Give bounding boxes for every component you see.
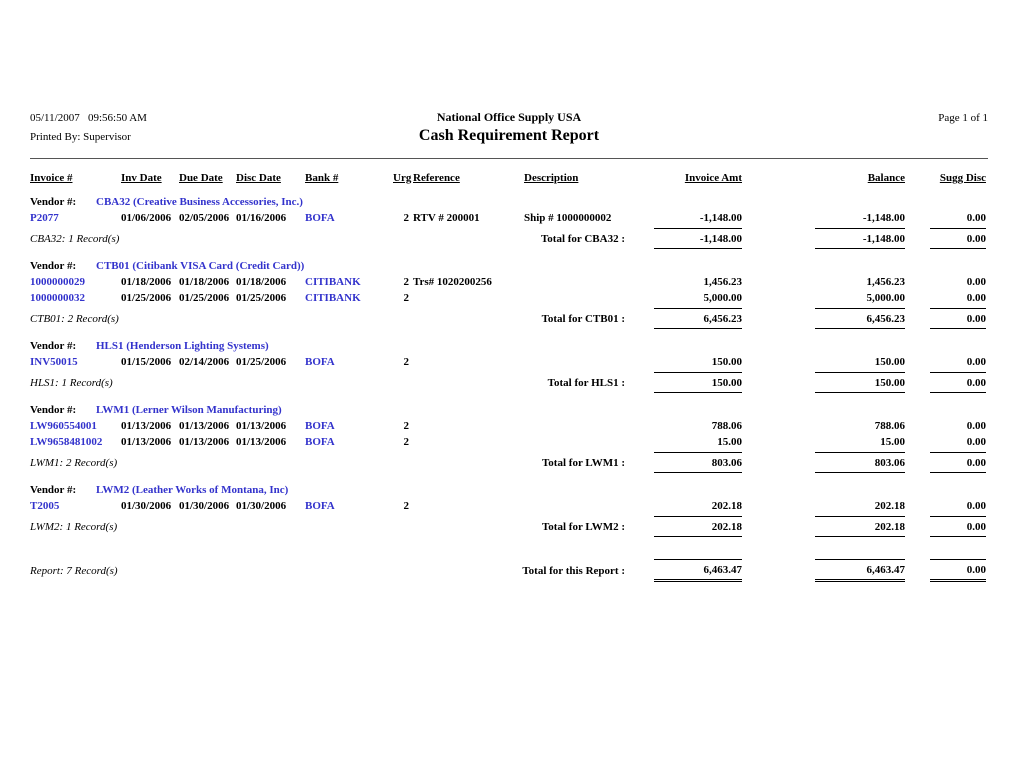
sugg-disc-cell: 0.00 [966, 212, 986, 224]
inv-date-cell: 01/13/2006 [121, 420, 172, 432]
description-cell: Ship # 1000000002 [524, 212, 612, 224]
header-divider [30, 158, 988, 159]
due-date-cell: 02/14/2006 [179, 356, 230, 368]
group-footer [30, 452, 986, 473]
group-total-balance: 6,456.23 [742, 308, 905, 329]
bank-code-link[interactable]: BOFA [305, 356, 335, 368]
report-total-invoice-amt: 6,463.47 [639, 559, 742, 582]
vendor-number-label: Vendor #: [30, 340, 77, 352]
page-indicator: Page 1 of 1 [938, 112, 988, 124]
column-header-sugg-disc: Sugg Disc [939, 172, 986, 184]
group-total-label: Total for LWM1 : [541, 456, 625, 469]
invoice-number-link[interactable]: INV50015 [30, 356, 78, 368]
report-footer [30, 559, 986, 582]
urgency-cell: 2 [403, 292, 409, 304]
vendor-number-label: Vendor #: [30, 484, 77, 496]
group-total-sugg-disc: 0.00 [905, 372, 986, 393]
inv-date-cell: 01/30/2006 [121, 500, 172, 512]
invoice-amt-cell: 150.00 [711, 356, 742, 368]
invoice-amt-cell: 202.18 [711, 500, 742, 512]
group-total-invoice-amt: -1,148.00 [639, 228, 742, 249]
inv-date-cell: 01/06/2006 [121, 212, 172, 224]
urgency-cell: 2 [403, 420, 409, 432]
group-record-count: CTB01: 2 Record(s) [30, 312, 119, 325]
group-total-invoice-amt: 150.00 [639, 372, 742, 393]
reference-cell [413, 354, 521, 370]
disc-date-cell: 01/30/2006 [236, 500, 287, 512]
report-total-balance: 6,463.47 [742, 559, 905, 582]
vendor-number-label: Vendor #: [30, 196, 77, 208]
balance-cell: 788.06 [874, 420, 905, 432]
group-footer [30, 372, 986, 393]
disc-date-cell: 01/25/2006 [236, 356, 287, 368]
urgency-cell: 2 [403, 436, 409, 448]
description-cell [521, 498, 639, 514]
reference-cell [413, 498, 521, 514]
group-total-invoice-amt: 202.18 [639, 516, 742, 537]
sugg-disc-cell: 0.00 [966, 276, 986, 288]
balance-cell: 5,000.00 [866, 292, 905, 304]
description-cell [521, 274, 639, 290]
group-total-sugg-disc: 0.00 [905, 516, 986, 537]
disc-date-cell: 01/16/2006 [236, 212, 287, 224]
description-cell [521, 434, 639, 450]
group-footer [30, 516, 986, 537]
description-cell [521, 418, 639, 434]
invoice-number-link[interactable]: T2005 [30, 500, 60, 512]
group-record-count: HLS1: 1 Record(s) [30, 376, 113, 389]
group-total-label: Total for LWM2 : [541, 520, 625, 533]
vendor-name-link[interactable]: HLS1 (Henderson Lighting Systems) [96, 340, 269, 352]
report-title: Cash Requirement Report [418, 127, 600, 144]
invoice-amt-cell: 5,000.00 [703, 292, 742, 304]
group-total-balance: -1,148.00 [742, 228, 905, 249]
group-total-invoice-amt: 803.06 [639, 452, 742, 473]
bank-code-link[interactable]: CITIBANK [305, 276, 361, 288]
invoice-number-link[interactable]: 1000000032 [30, 292, 85, 304]
report-body [30, 170, 986, 582]
invoice-row [30, 418, 986, 434]
vendor-header [30, 194, 986, 210]
vendor-group-hls1 [30, 338, 986, 393]
sugg-disc-cell: 0.00 [966, 356, 986, 368]
invoice-row [30, 210, 986, 226]
group-record-count: LWM2: 1 Record(s) [30, 520, 118, 533]
reference-cell: Trs# 1020200256 [413, 276, 492, 288]
report-datetime: 05/11/2007 09:56:50 AM [30, 112, 147, 124]
invoice-row [30, 498, 986, 514]
disc-date-cell: 01/13/2006 [236, 436, 287, 448]
group-record-count: CBA32: 1 Record(s) [30, 232, 120, 245]
group-total-label: Total for HLS1 : [547, 376, 625, 389]
column-header-invoice-amt: Invoice Amt [684, 172, 742, 184]
vendor-group-lwm1 [30, 402, 986, 473]
column-header-urg: Urg [393, 172, 412, 184]
urgency-cell: 2 [403, 276, 409, 288]
bank-code-link[interactable]: CITIBANK [305, 292, 361, 304]
invoice-amt-cell: 15.00 [717, 436, 742, 448]
vendor-name-link[interactable]: LWM2 (Leather Works of Montana, Inc) [96, 484, 289, 496]
report-total-sugg-disc: 0.00 [905, 559, 986, 582]
vendor-group-lwm2 [30, 482, 986, 537]
due-date-cell: 01/25/2006 [179, 292, 230, 304]
column-header-bank: Bank # [305, 172, 339, 184]
reference-cell [413, 290, 521, 306]
column-header-row [30, 170, 986, 186]
vendor-header [30, 402, 986, 418]
inv-date-cell: 01/15/2006 [121, 356, 172, 368]
group-record-count: LWM1: 2 Record(s) [30, 456, 118, 469]
description-cell [521, 290, 639, 306]
reference-cell [413, 418, 521, 434]
group-footer [30, 228, 986, 249]
balance-cell: -1,148.00 [862, 212, 905, 224]
description-cell [521, 354, 639, 370]
invoice-row [30, 274, 986, 290]
balance-cell: 202.18 [874, 500, 905, 512]
urgency-cell: 2 [403, 212, 409, 224]
sugg-disc-cell: 0.00 [966, 292, 986, 304]
vendor-group-ctb01 [30, 258, 986, 329]
vendor-name-link[interactable]: LWM1 (Lerner Wilson Manufacturing) [96, 404, 282, 416]
vendor-number-label: Vendor #: [30, 260, 77, 272]
sugg-disc-cell: 0.00 [966, 436, 986, 448]
balance-cell: 1,456.23 [866, 276, 905, 288]
column-header-description: Description [524, 172, 579, 184]
invoice-number-link[interactable]: 1000000029 [30, 276, 85, 288]
inv-date-cell: 01/25/2006 [121, 292, 172, 304]
bank-code-link[interactable]: BOFA [305, 212, 335, 224]
group-total-label: Total for CTB01 : [541, 312, 625, 325]
column-header-reference: Reference [413, 172, 460, 184]
group-total-label: Total for CBA32 : [540, 232, 625, 245]
sugg-disc-cell: 0.00 [966, 420, 986, 432]
reference-cell [413, 434, 521, 450]
reference-cell: RTV # 200001 [413, 212, 480, 224]
group-footer [30, 308, 986, 329]
disc-date-cell: 01/25/2006 [236, 292, 287, 304]
group-total-invoice-amt: 6,456.23 [639, 308, 742, 329]
invoice-number-link[interactable]: LW9658481002 [30, 436, 103, 448]
urgency-cell: 2 [403, 500, 409, 512]
vendor-group-cba32 [30, 194, 986, 249]
invoice-number-link[interactable]: LW960554001 [30, 420, 97, 432]
group-total-sugg-disc: 0.00 [905, 308, 986, 329]
balance-cell: 15.00 [880, 436, 905, 448]
bank-code-link[interactable]: BOFA [305, 500, 335, 512]
column-header-disc-date: Disc Date [236, 172, 281, 184]
invoice-amt-cell: -1,148.00 [699, 212, 742, 224]
column-header-inv-date: Inv Date [121, 172, 162, 184]
invoice-row [30, 290, 986, 306]
group-total-sugg-disc: 0.00 [905, 228, 986, 249]
column-header-invoice: Invoice # [30, 172, 73, 184]
vendor-header [30, 338, 986, 354]
column-header-balance: Balance [867, 172, 905, 184]
bank-code-link[interactable]: BOFA [305, 420, 335, 432]
vendor-header [30, 482, 986, 498]
bank-code-link[interactable]: BOFA [305, 436, 335, 448]
group-total-balance: 150.00 [742, 372, 905, 393]
vendor-name-link[interactable]: CTB01 (Citibank VISA Card (Credit Card)) [96, 260, 305, 272]
column-header-due-date: Due Date [179, 172, 223, 184]
inv-date-cell: 01/13/2006 [121, 436, 172, 448]
invoice-number-link[interactable]: P2077 [30, 212, 59, 224]
due-date-cell: 01/13/2006 [179, 436, 230, 448]
invoice-amt-cell: 788.06 [711, 420, 742, 432]
due-date-cell: 01/30/2006 [179, 500, 230, 512]
group-total-balance: 803.06 [742, 452, 905, 473]
invoice-row [30, 354, 986, 370]
report-header [30, 110, 988, 145]
due-date-cell: 01/13/2006 [179, 420, 230, 432]
sugg-disc-cell: 0.00 [966, 500, 986, 512]
due-date-cell: 01/18/2006 [179, 276, 230, 288]
group-total-balance: 202.18 [742, 516, 905, 537]
disc-date-cell: 01/13/2006 [236, 420, 287, 432]
invoice-row [30, 434, 986, 450]
vendor-header [30, 258, 986, 274]
report-total-label: Total for this Report : [522, 564, 625, 577]
balance-cell: 150.00 [874, 356, 905, 368]
urgency-cell: 2 [403, 356, 409, 368]
vendor-number-label: Vendor #: [30, 404, 77, 416]
vendor-name-link[interactable]: CBA32 (Creative Business Accessories, Inc.) [96, 196, 303, 208]
group-total-sugg-disc: 0.00 [905, 452, 986, 473]
company-name: National Office Supply USA [436, 110, 582, 124]
due-date-cell: 02/05/2006 [179, 212, 230, 224]
disc-date-cell: 01/18/2006 [236, 276, 287, 288]
invoice-amt-cell: 1,456.23 [703, 276, 742, 288]
printed-by: Printed By: Supervisor [30, 131, 131, 143]
report-record-count: Report: 7 Record(s) [30, 564, 118, 577]
inv-date-cell: 01/18/2006 [121, 276, 172, 288]
